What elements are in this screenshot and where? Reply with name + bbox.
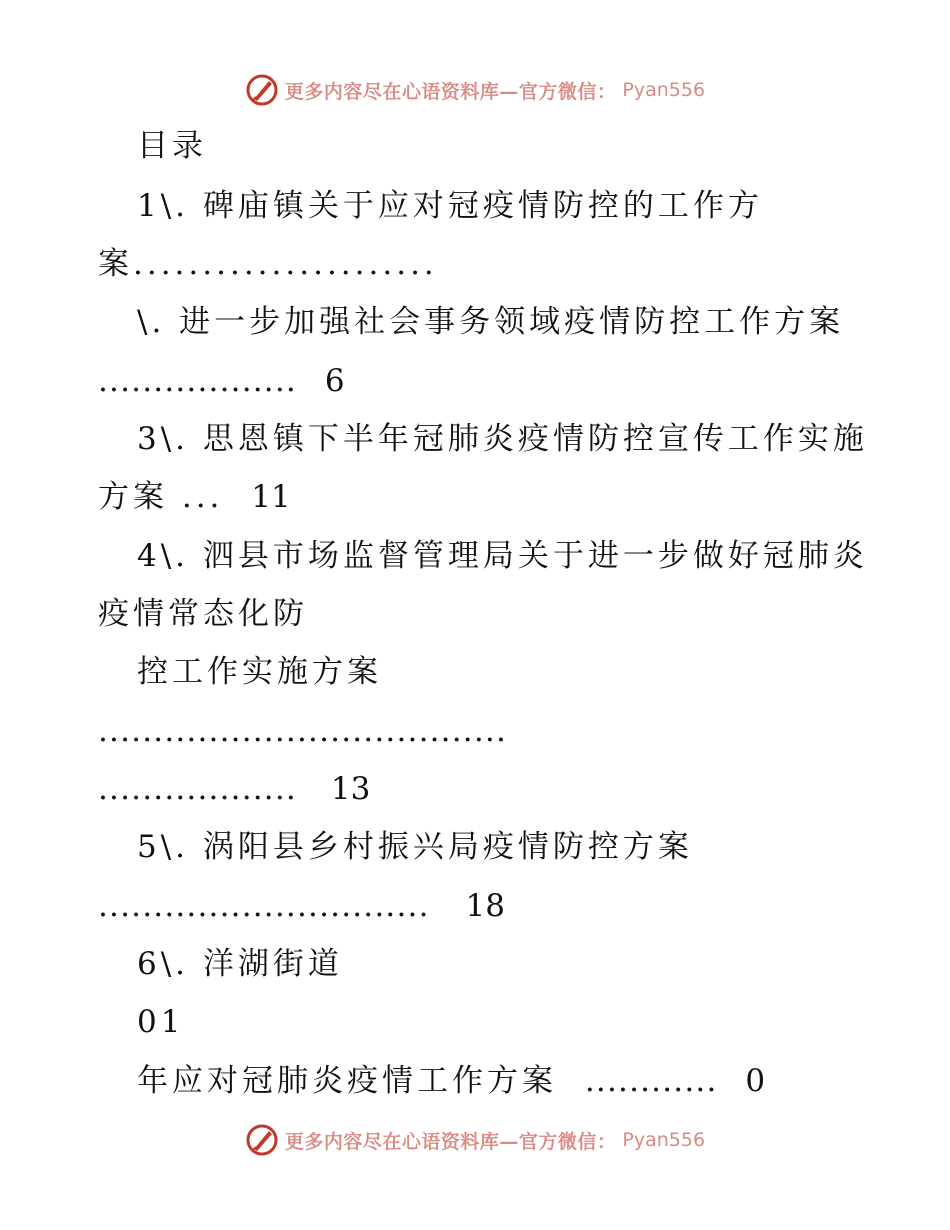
toc-item-4-dots-1: ..................................... — [98, 713, 507, 749]
quill-logo-icon — [245, 1123, 279, 1157]
toc-item-6-page: 0 — [745, 1063, 766, 1099]
watermark-wechat-id: Pyan556 — [622, 79, 706, 101]
watermark-text: 更多内容尽在心语资料库—官方微信： — [284, 80, 617, 103]
toc-item-2-leader — [98, 361, 345, 401]
toc-item-4-leader — [98, 769, 370, 809]
watermark-footer — [0, 1120, 950, 1160]
toc-item-2-line-1: \. 进一步加强社会事务领域疫情防控工作方案 — [137, 304, 845, 340]
watermark-text: 更多内容尽在心语资料库—官方微信： — [284, 1130, 617, 1153]
toc-item-5-dots: .............................. — [98, 888, 430, 924]
toc-item-3-page: 11 — [251, 479, 291, 515]
watermark-wechat-id: Pyan556 — [622, 1129, 706, 1151]
toc-item-6-line-2: 01 — [137, 1004, 185, 1040]
toc-item-2-page: 6 — [324, 363, 345, 399]
toc-item-6-line-3: 年应对冠肺炎疫情工作方案 — [137, 1063, 557, 1099]
toc-item-6-line-1: 6\. 洋湖街道 — [137, 946, 343, 982]
toc-item-6-dots: ............ — [584, 1063, 718, 1099]
toc-item-5-line-1: 5\. 涡阳县乡村振兴局疫情防控方案 — [137, 829, 693, 865]
toc-item-4-dots-2: .................. — [98, 771, 297, 807]
toc-item-1-line-2: 案...................... — [98, 246, 438, 282]
watermark-header — [0, 70, 950, 110]
quill-logo-icon — [245, 73, 279, 107]
toc-item-3-leader — [98, 477, 291, 517]
toc-item-5-page: 18 — [465, 888, 505, 924]
toc-item-4-line-1: 4\. 泗县市场监督管理局关于进一步做好冠肺炎 — [137, 538, 868, 574]
toc-item-4-page: 13 — [330, 771, 371, 807]
toc-item-1-line-1: 1\. 碑庙镇关于应对冠疫情防控的工作方 — [137, 188, 763, 224]
toc-item-2-dots: .................. — [98, 363, 297, 399]
toc-title: 目录 — [137, 128, 207, 164]
toc-item-4-line-2: 疫情常态化防 — [98, 596, 308, 632]
toc-item-3-line-1: 3\. 思恩镇下半年冠肺炎疫情防控宣传工作实施 — [137, 421, 868, 457]
toc-item-5-leader — [98, 886, 505, 926]
toc-item-4-line-3: 控工作实施方案 — [137, 654, 382, 690]
toc-item-6-leader — [137, 1061, 765, 1101]
toc-item-3-line-2: 方案 ... — [98, 479, 224, 515]
